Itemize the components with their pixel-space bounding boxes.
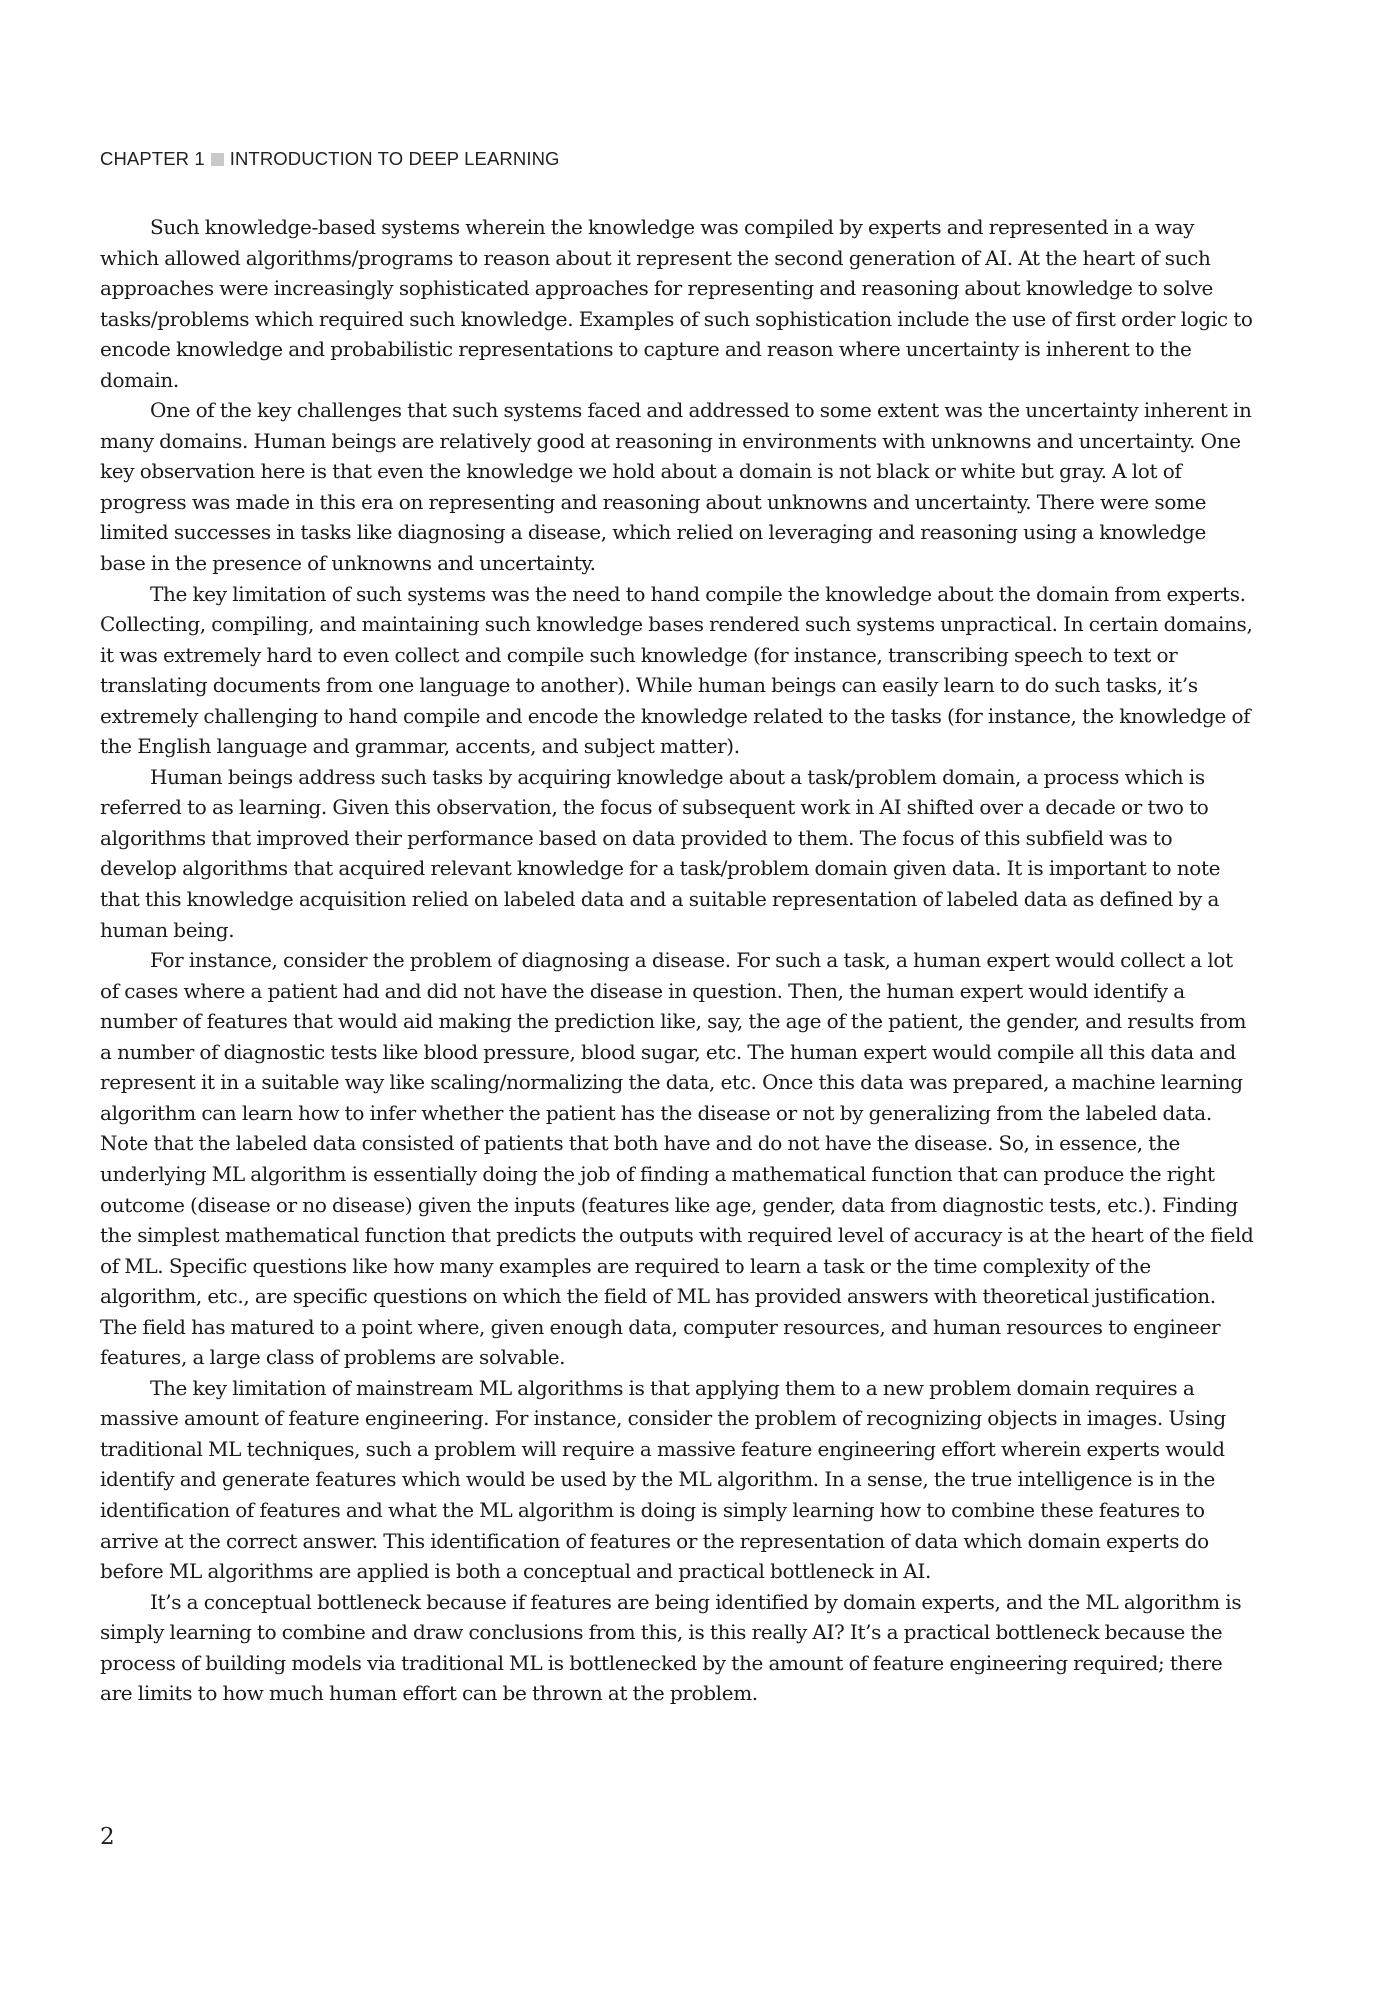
paragraph-1: Such knowledge-based systems wherein the knowledge was compiled by experts and represented in a way which allowed algorithms/programs to reason about it represent the second generation of AI. At the heart of such approaches were increasingly sophisticated approaches for representing and reasoning about knowledge to solve tasks/problems which required such knowledge. Examples of such sophistication include the use of first order logic to encode knowledge and probabilistic representations to capture and reason where uncertainty is inherent to the domain. <box>100 215 1253 392</box>
paragraph-5: For instance, consider the problem of diagnosing a disease. For such a task, a human expert would collect a lot of cases where a patient had and did not have the disease in question. Then, the human expert would identify a number of features that would aid making the prediction like, say, the age of the patient, the gender, and results from a number of diagnostic tests like blood pressure, blood sugar, etc. The human expert would compile all this data and represent it in a suitable way like scaling/normalizing the data, etc. Once this data was prepared, a machine learning algorithm can learn how to infer whether the patient has the disease or not by generalizing from the labeled data. Note that the labeled data consisted of patients that both have and do not have the disease. So, in essence, the underlying ML algorithm is essentially doing the job of finding a mathematical function that can produce the right outcome (disease or no disease) given the inputs (features like age, gender, data from diagnostic tests, etc.). Finding the simplest mathematical function that predicts the outputs with required level of accuracy is at the heart of the field of ML. Specific questions like how many examples are required to learn a task or the time complexity of the algorithm, etc., are specific questions on which the field of ML has provided answers with theoretical justification. The field has matured to a point where, given enough data, computer resources, and human resources to engineer features, a large class of problems are solvable. <box>100 948 1254 1370</box>
header-separator-square <box>211 153 224 166</box>
paragraph-7: It’s a conceptual bottleneck because if features are being identified by domain experts, and the ML algorithm is simply learning to combine and draw conclusions from this, is this really AI? It’s a practical bottleneck because the process of building models via traditional ML is bottlenecked by the amount of feature engineering required; there are limits to how much human effort can be thrown at the problem. <box>100 1589 1242 1706</box>
chapter-label: CHAPTER 1 <box>100 148 205 169</box>
running-header <box>100 148 560 170</box>
paragraph-6: The key limitation of mainstream ML algorithms is that applying them to a new problem domain requires a massive amount of feature engineering. For instance, consider the problem of recognizing objects in images. Using traditional ML techniques, such a problem will require a massive feature engineering effort wherein experts would identify and generate features which would be used by the ML algorithm. In a sense, the true intelligence is in the identification of features and what the ML algorithm is doing is simply learning how to combine these features to arrive at the correct answer. This identification of features or the representation of data which domain experts do before ML algorithms are applied is both a conceptual and practical bottleneck in AI. <box>100 1375 1226 1584</box>
body-text <box>100 212 1254 1709</box>
paragraph-4: Human beings address such tasks by acquiring knowledge about a task/problem domain, a process which is referred to as learning. Given this observation, the focus of subsequent work in AI shifted over a decade or two to algorithms that improved their performance based on data provided to them. The focus of this subfield was to develop algorithms that acquired relevant knowledge for a task/problem domain given data. It is important to note that this knowledge acquisition relied on labeled data and a suitable representation of labeled data as defined by a human being. <box>100 764 1221 942</box>
page-number: 2 <box>100 1824 115 1850</box>
paragraph-3: The key limitation of such systems was the need to hand compile the knowledge about the domain from experts. Collecting, compiling, and maintaining such knowledge bases rendered such systems unpractical. In certain domains, it was extremely hard to even collect and compile such knowledge (for instance, transcribing speech to text or translating documents from one language to another). While human beings can easily learn to do such tasks, it’s extremely challenging to hand compile and encode the knowledge related to the tasks (for instance, the knowledge of the English language and grammar, accents, and subject matter). <box>100 581 1253 759</box>
chapter-title: INTRODUCTION TO DEEP LEARNING <box>229 148 560 169</box>
paragraph-2: One of the key challenges that such systems faced and addressed to some extent was the uncertainty inherent in many domains. Human beings are relatively good at reasoning in environments with unknowns and uncertainty. One key observation here is that even the knowledge we hold about a domain is not black or white but gray. A lot of progress was made in this era on representing and reasoning about unknowns and uncertainty. There were some limited successes in tasks like diagnosing a disease, which relied on leveraging and reasoning using a knowledge base in the presence of unknowns and uncertainty. <box>100 398 1252 576</box>
